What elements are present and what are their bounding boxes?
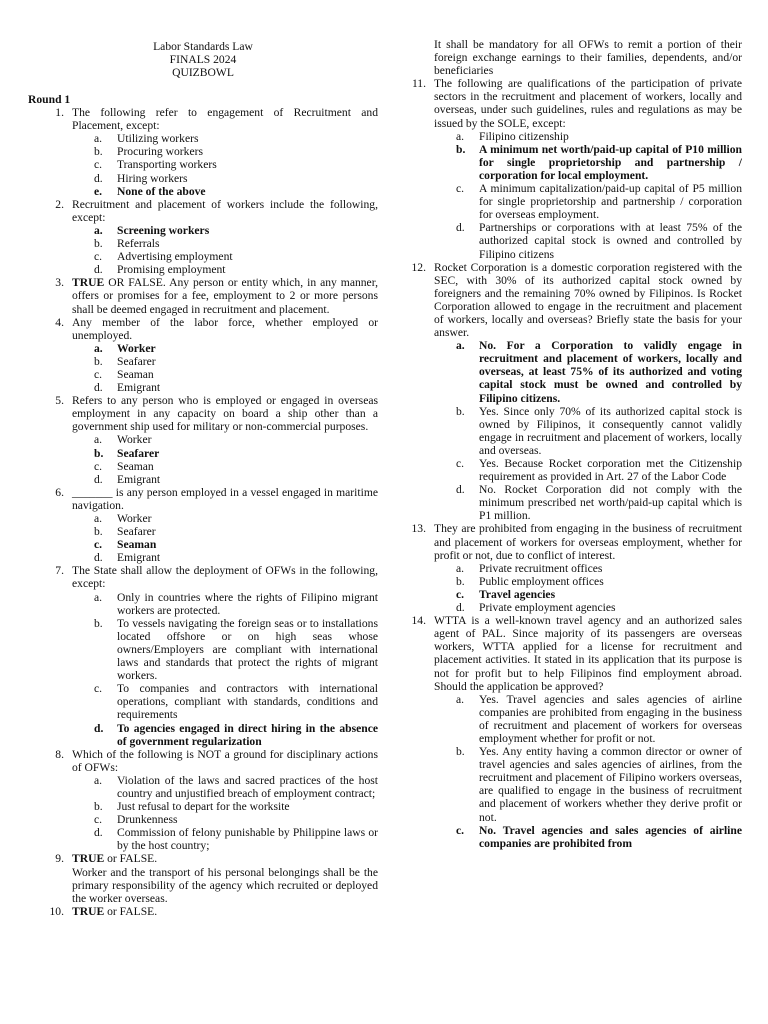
option-letter: d. bbox=[94, 551, 103, 565]
option-item bbox=[434, 745, 742, 824]
option-item bbox=[434, 457, 742, 483]
option-letter: c. bbox=[456, 823, 465, 837]
option-letter: b. bbox=[456, 142, 466, 156]
question-number: 12. bbox=[411, 260, 426, 274]
option-text: Emigrant bbox=[117, 551, 161, 565]
option-letter: a. bbox=[94, 773, 103, 787]
option-text: To agencies engaged in direct hiring in the absence of government regularization bbox=[117, 721, 378, 748]
option-letter: b. bbox=[456, 404, 465, 418]
option-text: Seafarer bbox=[117, 354, 156, 368]
option-letter: a. bbox=[456, 129, 465, 143]
option-text: A minimum capitalization/paid-up capital of P5 million for single proprietorship and partnership / corporation for overseas employment. bbox=[479, 182, 742, 222]
answer-true-label: TRUE bbox=[72, 852, 105, 866]
question-item bbox=[28, 106, 378, 198]
option-item bbox=[434, 339, 742, 404]
option-letter: a. bbox=[94, 132, 103, 146]
option-letter: b. bbox=[94, 525, 103, 539]
option-letter: b. bbox=[94, 446, 104, 460]
option-text: Worker bbox=[117, 433, 152, 447]
option-item bbox=[72, 433, 378, 446]
question-item bbox=[28, 905, 378, 918]
right-column bbox=[412, 0, 742, 850]
question-text: or FALSE. bbox=[104, 904, 158, 918]
option-letter: a. bbox=[94, 433, 103, 447]
option-item bbox=[72, 250, 378, 263]
option-text: Only in countries where the rights of Filipino migrant workers are protected. bbox=[117, 590, 378, 617]
option-text: Seafarer bbox=[117, 446, 160, 460]
option-item bbox=[434, 588, 742, 601]
option-text: Transporting workers bbox=[117, 158, 217, 172]
option-item bbox=[72, 460, 378, 473]
option-text: A minimum net worth/paid-up capital of P10 million for single proprietorship and partnership / corporation for local employment. bbox=[479, 142, 742, 182]
option-text: Hiring workers bbox=[117, 171, 188, 185]
option-text: No. For a Corporation to validly engage in recruitment and placement of workers, locally and overseas, at least 75% of its authorized and voting capital stock must be owned and controlled by Filipino citizens. bbox=[479, 339, 742, 405]
option-text: To vessels navigating the foreign seas or to installations located offshore or on high seas whose owners/Employers are compliant with international laws and standards that protect the rights of migrant workers. bbox=[117, 616, 378, 683]
option-letter: d. bbox=[94, 472, 103, 486]
option-text: Commission of felony punishable by Philippine laws or by the host country; bbox=[117, 826, 378, 853]
option-letter: c. bbox=[94, 538, 103, 552]
question-item bbox=[28, 276, 378, 315]
option-letter: b. bbox=[94, 354, 103, 368]
option-text: Filipino citizenship bbox=[479, 129, 569, 143]
option-item bbox=[72, 722, 378, 748]
option-letter: b. bbox=[94, 616, 103, 630]
option-list bbox=[434, 693, 742, 850]
option-text: To companies and contractors with international operations, compliant with standards, conditions and requirements bbox=[117, 682, 378, 722]
option-item bbox=[72, 381, 378, 394]
question-text: The following refer to engagement of Recruitment and Placement, except: bbox=[72, 106, 378, 133]
question-item bbox=[28, 198, 378, 277]
option-text: Screening workers bbox=[117, 223, 210, 237]
option-list bbox=[72, 774, 378, 853]
option-item bbox=[72, 591, 378, 617]
option-text: Yes. Because Rocket corporation met the Citizenship requirement as provided in Art. 27 of the Labor Code bbox=[479, 457, 742, 484]
option-text: Yes. Any entity having a common director or owner of travel agencies and sales agencies of airlines, from the recruitment and placement of Filipino workers overseas, are qualified to engage in the business of recruitment and placement of workers whether they derive profit or not. bbox=[479, 745, 742, 824]
question-text: or FALSE. bbox=[104, 852, 158, 866]
question-text: _______ is any person employed in a vessel engaged in maritime navigation. bbox=[72, 485, 378, 512]
option-item bbox=[72, 132, 378, 145]
option-letter: c. bbox=[94, 367, 103, 381]
right-question-list bbox=[412, 77, 742, 850]
option-letter: c. bbox=[94, 682, 103, 696]
option-text: No. Rocket Corporation did not comply with the minimum prescribed net worth/paid-up capital which is P1 million. bbox=[479, 483, 742, 523]
document-subtitle: FINALS 2024 bbox=[169, 53, 237, 66]
option-list bbox=[72, 512, 378, 564]
question-text: They are prohibited from engaging in the business of recruitment and placement of workers for overseas employment, whether for profit or not, due to conflict of interest. bbox=[434, 522, 742, 562]
option-letter: d. bbox=[456, 483, 465, 497]
option-item bbox=[72, 774, 378, 800]
option-letter: b. bbox=[456, 745, 465, 759]
option-letter: c. bbox=[94, 813, 103, 827]
option-item bbox=[434, 483, 742, 522]
option-text: Worker bbox=[117, 341, 156, 355]
option-list bbox=[434, 562, 742, 614]
option-text: Procuring workers bbox=[117, 145, 203, 159]
option-item bbox=[434, 575, 742, 588]
left-column bbox=[28, 0, 378, 918]
question-item bbox=[412, 522, 742, 614]
question-item bbox=[412, 261, 742, 523]
option-text: Seaman bbox=[117, 459, 154, 473]
left-question-list bbox=[28, 106, 378, 918]
option-item bbox=[72, 538, 378, 551]
document-event: QUIZBOWL bbox=[172, 66, 234, 79]
option-letter: c. bbox=[456, 182, 465, 196]
option-item bbox=[72, 145, 378, 158]
option-text: Utilizing workers bbox=[117, 132, 199, 146]
option-text: No. Travel agencies and sales agencies of airline companies are prohibited from bbox=[479, 823, 742, 850]
document-title: Labor Standards Law bbox=[153, 40, 253, 53]
option-text: Public employment offices bbox=[479, 574, 604, 588]
option-item bbox=[434, 143, 742, 182]
option-item bbox=[72, 368, 378, 381]
option-item bbox=[72, 263, 378, 276]
option-text: Advertising employment bbox=[117, 250, 233, 264]
option-letter: a. bbox=[94, 223, 103, 237]
continuation-text: It shall be mandatory for all OFWs to remit a portion of their foreign exchange earnings to their families, dependents, and/or beneficiaries bbox=[434, 38, 742, 78]
option-letter: c. bbox=[456, 587, 465, 601]
option-list bbox=[72, 224, 378, 276]
question-item bbox=[28, 486, 378, 565]
option-text: Worker bbox=[117, 512, 152, 525]
option-text: Promising employment bbox=[117, 263, 226, 277]
question-text: WTTA is a well-known travel agency and an authorized sales agent of PAL. Since majority of its passengers are overseas workers, WTTA applied for a license for recruitment and placement activities. It stated in its application that its purpose is not for profit but to help Filipinos find employment abroad. Should the application be approved? bbox=[434, 614, 742, 693]
option-letter: a. bbox=[94, 590, 103, 604]
question-number: 10. bbox=[49, 904, 64, 918]
option-text: Partnerships or corporations with at least 75% of the authorized capital stock is owned and controlled by Filipino citizens bbox=[479, 221, 742, 261]
question-item bbox=[28, 564, 378, 747]
option-text: Drunkenness bbox=[117, 813, 178, 827]
option-text: Travel agencies bbox=[479, 587, 556, 601]
option-text: Emigrant bbox=[117, 381, 161, 395]
option-text: Referrals bbox=[117, 237, 160, 251]
option-list bbox=[72, 132, 378, 197]
question-number: 3. bbox=[55, 276, 64, 290]
question-number: 2. bbox=[55, 197, 64, 211]
option-letter: b. bbox=[94, 237, 103, 251]
option-text: Private employment agencies bbox=[479, 601, 616, 615]
option-item bbox=[72, 237, 378, 250]
question-item bbox=[28, 394, 378, 486]
option-letter: c. bbox=[456, 457, 465, 470]
question-number: 8. bbox=[55, 747, 64, 761]
option-letter: d. bbox=[94, 721, 104, 735]
option-text: Seaman bbox=[117, 538, 157, 552]
option-letter: a. bbox=[456, 561, 465, 575]
option-letter: d. bbox=[456, 221, 465, 235]
question-number: 14. bbox=[411, 614, 426, 628]
question-text: Refers to any person who is employed or engaged in overseas employment in any capacity on board a ship other than a government ship used for military or non-commercial purposes. bbox=[72, 394, 378, 434]
option-item bbox=[434, 130, 742, 143]
option-item bbox=[434, 693, 742, 745]
option-letter: e. bbox=[94, 184, 103, 198]
option-item bbox=[72, 355, 378, 368]
option-list bbox=[72, 433, 378, 485]
question-item bbox=[412, 77, 742, 260]
option-letter: c. bbox=[94, 459, 103, 473]
question-statement: Worker and the transport of his personal belongings shall be the primary responsibility of the agency which recruited or deployed the worker overseas. bbox=[72, 865, 378, 905]
option-item bbox=[434, 182, 742, 221]
round-heading: Round 1 bbox=[28, 93, 71, 106]
option-text: None of the above bbox=[117, 184, 206, 198]
question-number: 5. bbox=[55, 394, 64, 408]
option-letter: b. bbox=[94, 145, 103, 159]
option-list bbox=[72, 591, 378, 748]
option-text: Just refusal to depart for the worksite bbox=[117, 800, 290, 814]
option-letter: d. bbox=[94, 171, 103, 185]
option-list bbox=[72, 342, 378, 394]
option-item bbox=[72, 800, 378, 813]
question-item bbox=[28, 316, 378, 395]
question-item bbox=[412, 614, 742, 850]
option-item bbox=[434, 405, 742, 457]
question-number: 1. bbox=[55, 106, 64, 120]
question-text: Which of the following is NOT a ground for disciplinary actions of OFWs: bbox=[72, 747, 378, 774]
option-item bbox=[72, 342, 378, 355]
option-item bbox=[434, 562, 742, 575]
option-item bbox=[72, 617, 378, 682]
option-letter: a. bbox=[456, 692, 465, 706]
question-item bbox=[28, 748, 378, 853]
option-item bbox=[72, 813, 378, 826]
option-letter: d. bbox=[94, 826, 103, 840]
option-letter: d. bbox=[456, 601, 465, 615]
question-item bbox=[28, 852, 378, 904]
option-letter: a. bbox=[94, 512, 103, 525]
option-item bbox=[72, 551, 378, 564]
question-text: Recruitment and placement of workers include the following, except: bbox=[72, 197, 378, 224]
option-letter: a. bbox=[94, 341, 103, 355]
option-text: Private recruitment offices bbox=[479, 561, 603, 575]
question-text: The following are qualifications of the participation of private sectors in the recruitment and placement of workers, locally and overseas, under such guidelines, rules and regulations as may be issued by the SOLE, except: bbox=[434, 77, 742, 130]
question-text: Any member of the labor force, whether employed or unemployed. bbox=[72, 315, 378, 342]
question-text: OR FALSE. Any person or entity which, in any manner, offers or promises for a fee, employment to 2 or more persons shall be deemed engaged in recruitment and placement. bbox=[72, 276, 378, 316]
document-header bbox=[28, 40, 378, 79]
option-item bbox=[434, 824, 742, 850]
option-item bbox=[72, 682, 378, 721]
question-text: The State shall allow the deployment of OFWs in the following, except: bbox=[72, 564, 378, 591]
option-item bbox=[72, 473, 378, 486]
option-text: Violation of the laws and sacred practices of the host country and unjustified breach of employment contract; bbox=[117, 773, 378, 800]
option-item bbox=[72, 525, 378, 538]
option-text: Yes. Travel agencies and sales agencies of airline companies are prohibited from engaging in the business of recruitment and placement of workers for overseas employment whether for profit or not. bbox=[479, 692, 742, 745]
option-list bbox=[434, 130, 742, 261]
option-item bbox=[72, 172, 378, 185]
option-item bbox=[72, 158, 378, 171]
option-item bbox=[434, 221, 742, 260]
question-number: 11. bbox=[411, 77, 426, 91]
option-list bbox=[434, 339, 742, 522]
option-letter: b. bbox=[94, 800, 103, 814]
option-text: Emigrant bbox=[117, 472, 161, 486]
question-number: 4. bbox=[55, 315, 64, 329]
question-text: Rocket Corporation is a domestic corporation registered with the SEC, with 30% of its authorized capital stock owned by foreigners and the remaining 70% owned by Filipinos. Is Rocket Corporation allowed to engage in the recruitment and placement of workers, locally and overseas? Briefly state the basis for your answer. bbox=[434, 260, 742, 340]
answer-true-label: TRUE bbox=[72, 904, 105, 918]
option-letter: d. bbox=[94, 263, 103, 277]
option-item bbox=[434, 601, 742, 614]
option-item bbox=[72, 224, 378, 237]
option-item bbox=[72, 185, 378, 198]
question-number: 7. bbox=[55, 564, 64, 578]
question-number: 9. bbox=[55, 852, 64, 866]
option-letter: c. bbox=[94, 250, 103, 264]
option-item bbox=[72, 826, 378, 852]
option-letter: b. bbox=[456, 574, 465, 588]
question-number: 6. bbox=[55, 485, 64, 499]
option-text: Seaman bbox=[117, 367, 154, 381]
option-item bbox=[72, 512, 378, 525]
question-number: 13. bbox=[411, 522, 426, 536]
option-item bbox=[72, 447, 378, 460]
option-text: Seafarer bbox=[117, 525, 156, 539]
option-letter: a. bbox=[456, 339, 465, 353]
option-letter: d. bbox=[94, 381, 103, 395]
option-letter: c. bbox=[94, 158, 103, 172]
option-text: Yes. Since only 70% of its authorized capital stock is owned by Filipinos, it consequently cannot validly engage in recruitment and placement of workers, locally and overseas. bbox=[479, 404, 742, 457]
answer-true-label: TRUE bbox=[72, 276, 105, 290]
